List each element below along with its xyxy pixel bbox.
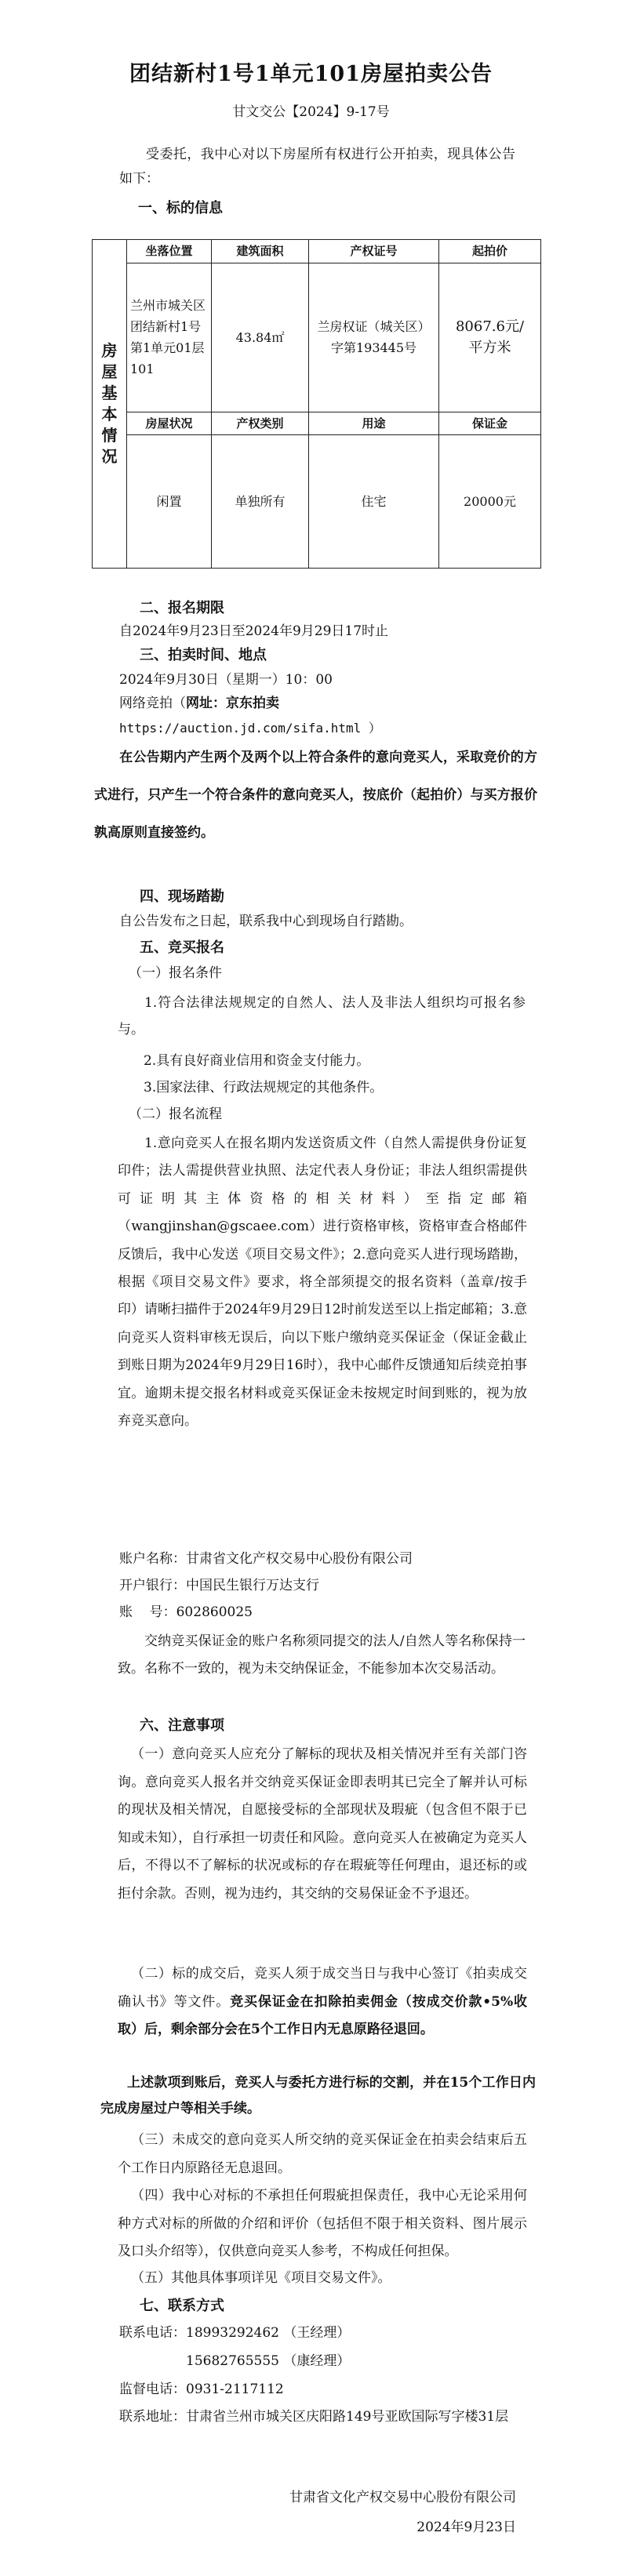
contact-address: 联系地址：甘肃省兰州市城关区庆阳路149号亚欧国际写字楼31层 — [119, 2409, 509, 2425]
auction-place-prefix: 网络竞拍（ — [119, 696, 186, 711]
account-number: 账 号：602860025 — [119, 1604, 253, 1620]
issuer-organization: 甘肃省文化产权交易中心股份有限公司 — [289, 2490, 516, 2505]
registration-conditions-title: （一）报名条件 — [129, 965, 222, 981]
section-heading-registration-period: 二、报名期限 — [140, 600, 224, 616]
note-item-2-delivery: 上述款项到账后，竞买人与委托方进行标的交割，并在15个工作日内完成房屋过户等相关手续。 — [100, 2075, 536, 2116]
contact-phone-1: 联系电话：18993292462 （王经理） — [119, 2325, 351, 2341]
table-header-area: 建筑面积 — [212, 240, 309, 263]
table-cell-deposit: 20000元 — [439, 435, 541, 569]
supervision-phone: 监督电话：0931-2117112 — [119, 2382, 284, 2397]
section-heading-registration: 五、竞买报名 — [140, 939, 224, 956]
registration-flow-title: （二）报名流程 — [129, 1106, 222, 1122]
table-cell-usage: 住宅 — [309, 435, 439, 569]
table-cell-start-price: 8067.6元/平方米 — [439, 263, 541, 412]
note-item-1: （一）意向竞买人应充分了解标的现状及相关情况并至有关部门咨询。意向竞买人报名并交纳竞买保证金即表明其已完全了解并认可标的现状及相关情况，自愿接受标的全部现状及瑕疵（包含但不限于已知或未知），自行承担一切责任和风险。意向竞买人在被确定为竞买人后，不得以不了解标的状况或标的存在瑕疵等任何理由，退还标的或拒付余款。否则，视为违约，其交纳的交易保证金不予退还。 — [118, 1746, 527, 1902]
registration-period-text: 自2024年9月23日至2024年9月29日17时止 — [119, 623, 389, 639]
table-header-deposit: 保证金 — [439, 412, 541, 435]
registration-flow-text: 1.意向竞买人在报名期内发送资质文件（自然人需提供身份证复印件；法人需提供营业执照、法定代表人身份证；非法人组织需提供可证明其主体资格的相关材料）至指定邮箱（wangjinshan@gscaee.com）进行资格审核，资格审查合格邮件反馈后，我中心发送《项目交易文件》；2.意向竞买人进行现场踏勘，根据《项目交易文件》要求，将全部须提交的报名资料（盖章/按手印）请晰扫描件于2024年9月29日12时前发送至以上指定邮箱；3.意向竞买人资料审核无误后，向以下账户缴纳竞买保证金（保证金截止到账日期为2024年9月29日16时），我中心邮件反馈通知后续竞拍事宜。逾期未提交报名材料或竞买保证金未按规定时间到账的，视为放弃竞买意向。 — [118, 1135, 527, 1430]
note-item-2 — [118, 1960, 527, 2044]
section-heading-site-visit: 四、现场踏勘 — [140, 888, 224, 905]
site-visit-text: 自公告发布之日起，联系我中心到现场自行踏勘。 — [119, 914, 413, 929]
table-cell-status: 闲置 — [127, 435, 212, 569]
issue-date: 2024年9月23日 — [416, 2520, 516, 2535]
subject-info-table — [92, 239, 541, 569]
section-heading-notes: 六、注意事项 — [140, 1717, 224, 1734]
condition-item-1: 1.符合法律法规规定的自然人、法人及非法人组织均可报名参与。 — [118, 995, 526, 1037]
table-header-certificate: 产权证号 — [309, 240, 439, 263]
account-name: 账户名称：甘肃省文化产权交易中心股份有限公司 — [119, 1551, 413, 1567]
note-item-5: （五）其他具体事项详见《项目交易文件》。 — [131, 2270, 391, 2286]
section-heading-subject: 一、标的信息 — [138, 200, 223, 216]
note-item-2-bold: 竞买保证金在扣除拍卖佣金（按成交价款•5%收取）后，剩余部分会在5个工作日内无息原路径退回。 — [118, 1993, 527, 2038]
auction-url-link[interactable]: https://auction.jd.com/sifa.html ） — [119, 721, 381, 736]
table-cell-ownership: 单独所有 — [212, 435, 309, 569]
auction-time-text: 2024年9月30日（星期一）10：00 — [119, 672, 333, 688]
table-header-location: 坐落位置 — [127, 240, 212, 263]
table-header-ownership: 产权类别 — [212, 412, 309, 435]
table-header-start-price: 起拍价 — [439, 240, 541, 263]
table-cell-certificate: 兰房权证（城关区）字第193445号 — [309, 263, 439, 412]
condition-item-3: 3.国家法律、行政法规规定的其他条件。 — [144, 1080, 384, 1095]
condition-item-2: 2.具有良好商业信用和资金支付能力。 — [144, 1053, 370, 1069]
table-side-label: 房屋基本情况 — [93, 240, 127, 569]
document-number: 甘文交公【2024】9-17号 — [232, 104, 390, 120]
table-cell-area: 43.84㎡ — [212, 263, 309, 412]
intro-paragraph: 受委托，我中心对以下房屋所有权进行公开拍卖，现具体公告如下： — [119, 147, 515, 187]
table-cell-location: 兰州市城关区团结新村1号第1单元01层101 — [127, 263, 212, 412]
contact-phone-2: 15682765555 （康经理） — [186, 2353, 351, 2369]
section-heading-contact: 七、联系方式 — [140, 2298, 224, 2314]
table-header-status: 房屋状况 — [127, 412, 212, 435]
note-item-4: （四）我中心对标的不承担任何瑕疵担保责任，我中心无论采用何种方式对标的所做的介绍和评价（包括但不限于相关资料、图片展示及口头介绍等），仅供意向竞买人参考，不构成任何担保。 — [118, 2188, 527, 2260]
page-title: 团结新村1号1单元101房屋拍卖公告 — [129, 62, 493, 86]
bank-name: 开户银行：中国民生银行万达支行 — [119, 1578, 319, 1593]
account-note: 交纳竞买保证金的账户名称须同提交的法人/自然人等名称保持一致。名称不一致的，视为未交纳保证金，不能参加本次交易活动。 — [118, 1633, 526, 1677]
auction-place-site: 网址：京东拍卖 — [186, 696, 279, 711]
table-header-usage: 用途 — [309, 412, 439, 435]
bidding-rule-note: 在公告期内产生两个及两个以上符合条件的意向竞买人，采取竞价的方式进行，只产生一个符合条件的意向竞买人，按底价（起拍价）与买方报价孰高原则直接签约。 — [94, 750, 537, 841]
note-item-2-text: （二）标的成交后，竞买人须于成交当日与我中心签订《拍卖成交确认书》等文件。 — [118, 1966, 527, 2010]
auction-place-text — [119, 692, 515, 716]
note-item-3: （三）未成交的意向竞买人所交纳的竞买保证金在拍卖会结束后五个工作日内原路径无息退回。 — [118, 2132, 527, 2176]
section-heading-auction-time: 三、拍卖时间、地点 — [140, 647, 267, 663]
